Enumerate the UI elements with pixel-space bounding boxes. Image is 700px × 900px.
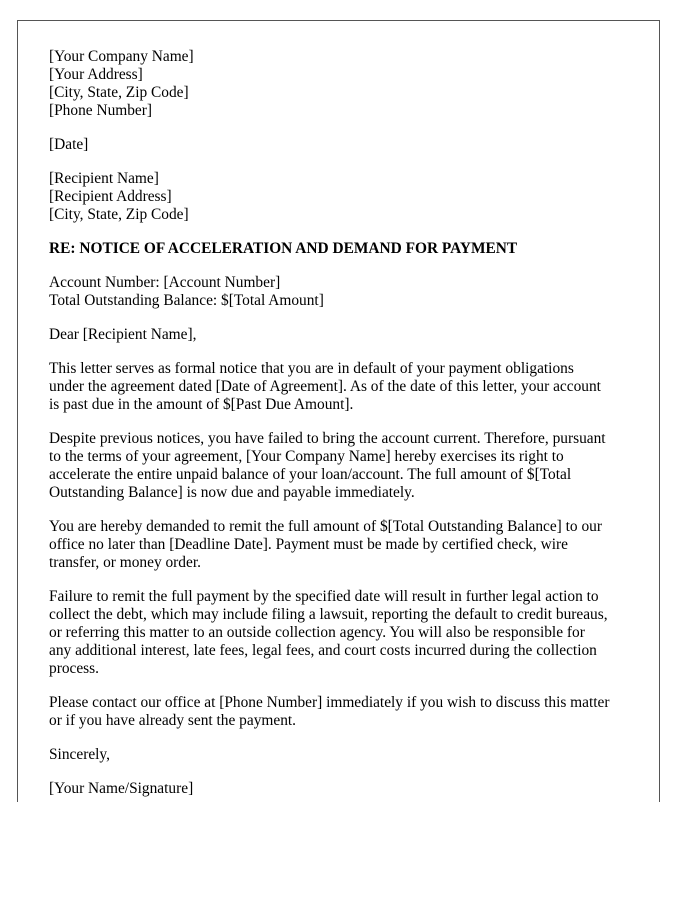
paragraph-contact — [49, 694, 639, 730]
closing: Sincerely, — [49, 746, 110, 763]
closing-block — [49, 746, 639, 764]
date-block — [49, 136, 639, 154]
sender-company-name: [Your Company Name] — [49, 48, 194, 65]
paragraph-line: collect the debt, which may include filing a lawsuit, reporting the default to credit bureaus, — [49, 606, 608, 623]
letter-body — [49, 48, 639, 798]
subject-line: RE: NOTICE OF ACCELERATION AND DEMAND FOR PAYMENT — [49, 240, 518, 257]
paragraph-line: accelerate the entire unpaid balance of your loan/account. The full amount of $[Total — [49, 466, 572, 483]
sender-phone: [Phone Number] — [49, 102, 153, 119]
paragraph-default-notice — [49, 360, 639, 414]
paragraph-acceleration — [49, 430, 639, 502]
sender-city-state-zip: [City, State, Zip Code] — [49, 84, 189, 101]
account-block — [49, 274, 639, 310]
subject-block — [49, 240, 639, 258]
paragraph-consequences — [49, 588, 639, 678]
recipient-block — [49, 170, 639, 224]
paragraph-line: Please contact our office at [Phone Number] immediately if you wish to discuss this matter — [49, 694, 610, 711]
signature-block — [49, 780, 639, 798]
paragraph-line: under the agreement dated [Date of Agreement]. As of the date of this letter, your account — [49, 378, 601, 395]
recipient-name: [Recipient Name] — [49, 170, 159, 187]
paragraph-line: office no later than [Deadline Date]. Payment must be made by certified check, wire — [49, 536, 568, 553]
paragraph-line: This letter serves as formal notice that you are in default of your payment obligations — [49, 360, 574, 377]
paragraph-line: process. — [49, 660, 100, 677]
paragraph-line: You are hereby demanded to remit the full amount of $[Total Outstanding Balance] to our — [49, 518, 602, 535]
letter-date: [Date] — [49, 136, 89, 153]
account-number: Account Number: [Account Number] — [49, 274, 281, 291]
paragraph-line: to the terms of your agreement, [Your Company Name] hereby exercises its right to — [49, 448, 564, 465]
salutation-block — [49, 326, 639, 344]
paragraph-line: or referring this matter to an outside collection agency. You will also be responsible for — [49, 624, 585, 641]
paragraph-line: Despite previous notices, you have failed to bring the account current. Therefore, pursuant — [49, 430, 606, 447]
sender-address: [Your Address] — [49, 66, 143, 83]
paragraph-line: any additional interest, late fees, legal fees, and court costs incurred during the collection — [49, 642, 597, 659]
signature: [Your Name/Signature] — [49, 780, 194, 797]
paragraph-line: is past due in the amount of $[Past Due Amount]. — [49, 396, 354, 413]
paragraph-line: Failure to remit the full payment by the specified date will result in further legal action to — [49, 588, 599, 605]
paragraph-demand — [49, 518, 639, 572]
sender-block — [49, 48, 639, 120]
outstanding-balance: Total Outstanding Balance: $[Total Amount] — [49, 292, 324, 309]
recipient-city-state-zip: [City, State, Zip Code] — [49, 206, 189, 223]
paragraph-line: Outstanding Balance] is now due and payable immediately. — [49, 484, 415, 501]
paragraph-line: transfer, or money order. — [49, 554, 201, 571]
paragraph-line: or if you have already sent the payment. — [49, 712, 297, 729]
salutation: Dear [Recipient Name], — [49, 326, 197, 343]
recipient-address: [Recipient Address] — [49, 188, 172, 205]
